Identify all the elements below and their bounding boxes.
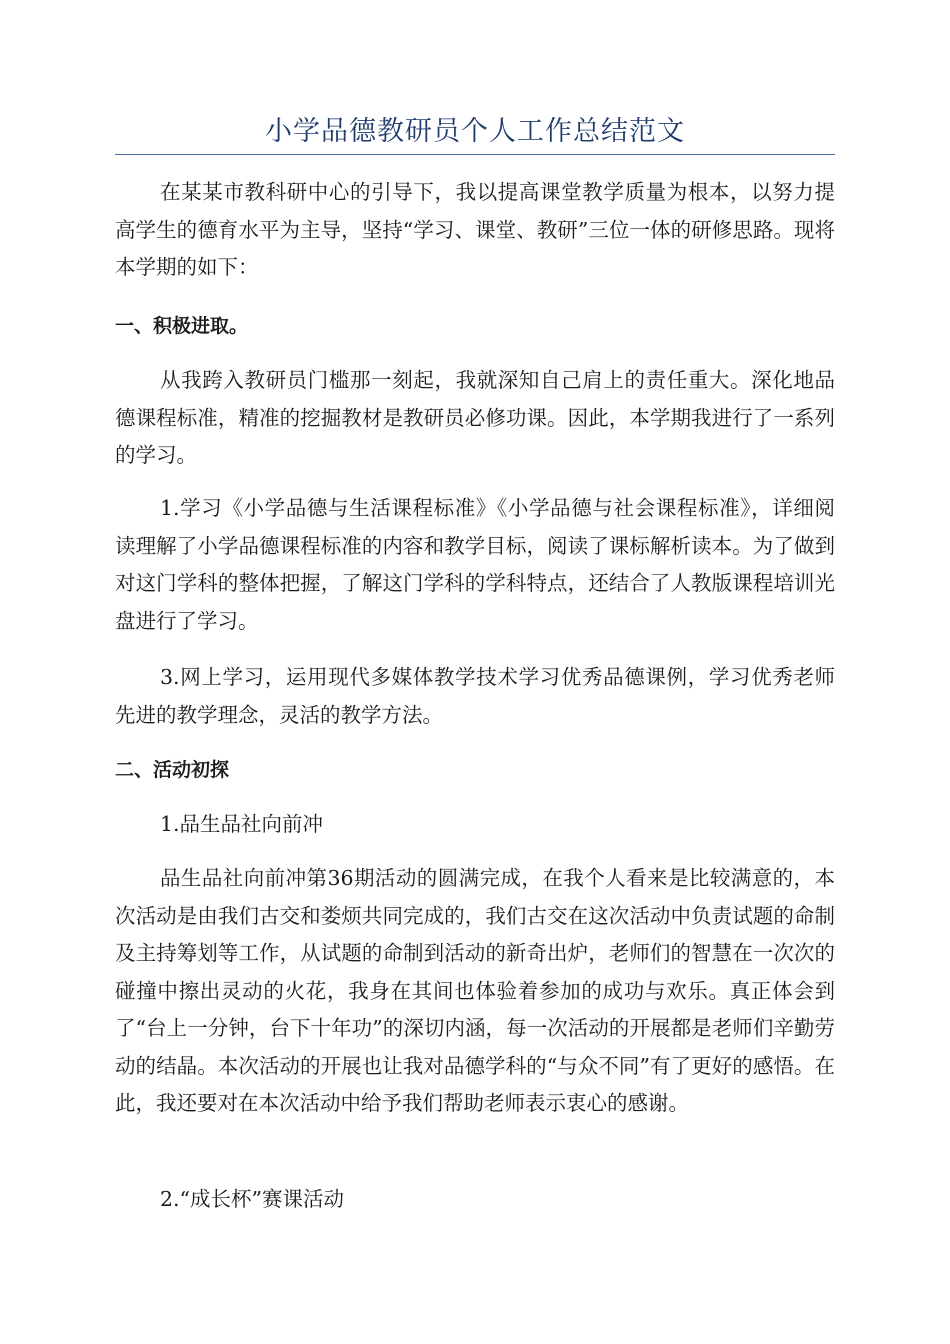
paragraph-text: 3.网上学习，运用现代多媒体教学技术学习优秀品德课例，学习优秀老师先进的教学理念，灵活的教学方法。 — [115, 665, 835, 727]
document-title: 小学品德教研员个人工作总结范文 — [265, 116, 685, 147]
subheading-2 — [115, 1181, 835, 1219]
paragraph-text: 品生品社向前冲第36期活动的圆满完成，在我个人看来是比较满意的，本次活动是由我们古交和娄烦共同完成的，我们古交在这次活动中负责试题的命制及主持筹划等工作，从试题的命制到活动的新奇出炉，老师们的智慧在一次次的碰撞中擦出灵动的火花，我身在其间也体验着参加的成功与欢乐。真正体会到了“台上一分钟，台下十年功”的深切内涵，每一次活动的开展都是老师们辛勤劳动的结晶。本次活动的开展也让我对品德学科的“与众不同”有了更好的感悟。在此，我还要对在本次活动中给予我们帮助老师表示衷心的感谢。 — [115, 866, 835, 1115]
section-heading-1 — [115, 308, 835, 346]
body-paragraph-item-1 — [115, 490, 835, 640]
paragraph-text: 2.“成长杯”赛课活动 — [160, 1187, 345, 1211]
section-heading-2 — [115, 752, 835, 790]
heading-text: 二、活动初探 — [115, 759, 230, 781]
body-paragraph-study — [115, 362, 835, 475]
paragraph-text: 1.品生品社向前冲 — [160, 812, 324, 836]
subheading-1 — [115, 806, 835, 844]
body-paragraph-intro — [115, 174, 835, 287]
body-paragraph-activity — [115, 860, 835, 1123]
paragraph-text: 从我跨入教研员门槛那一刻起，我就深知自己肩上的责任重大。深化地品德课程标准，精准的挖掘教材是教研员必修功课。因此，本学期我进行了一系列的学习。 — [115, 368, 835, 467]
body-paragraph-item-3 — [115, 659, 835, 734]
title-underline — [115, 154, 835, 155]
heading-text: 一、积极进取。 — [115, 315, 249, 337]
paragraph-text: 在某某市教科研中心的引导下，我以提高课堂教学质量为根本，以努力提高学生的德育水平为主导，坚持“学习、课堂、教研”三位一体的研修思路。现将本学期的如下： — [115, 180, 835, 279]
paragraph-text: 1.学习《小学品德与生活课程标准》《小学品德与社会课程标准》，详细阅读理解了小学品德课程标准的内容和教学目标，阅读了课标解析读本。为了做到对这门学科的整体把握，了解这门学科的学科特点，还结合了人教版课程培训光盘进行了学习。 — [115, 496, 835, 633]
